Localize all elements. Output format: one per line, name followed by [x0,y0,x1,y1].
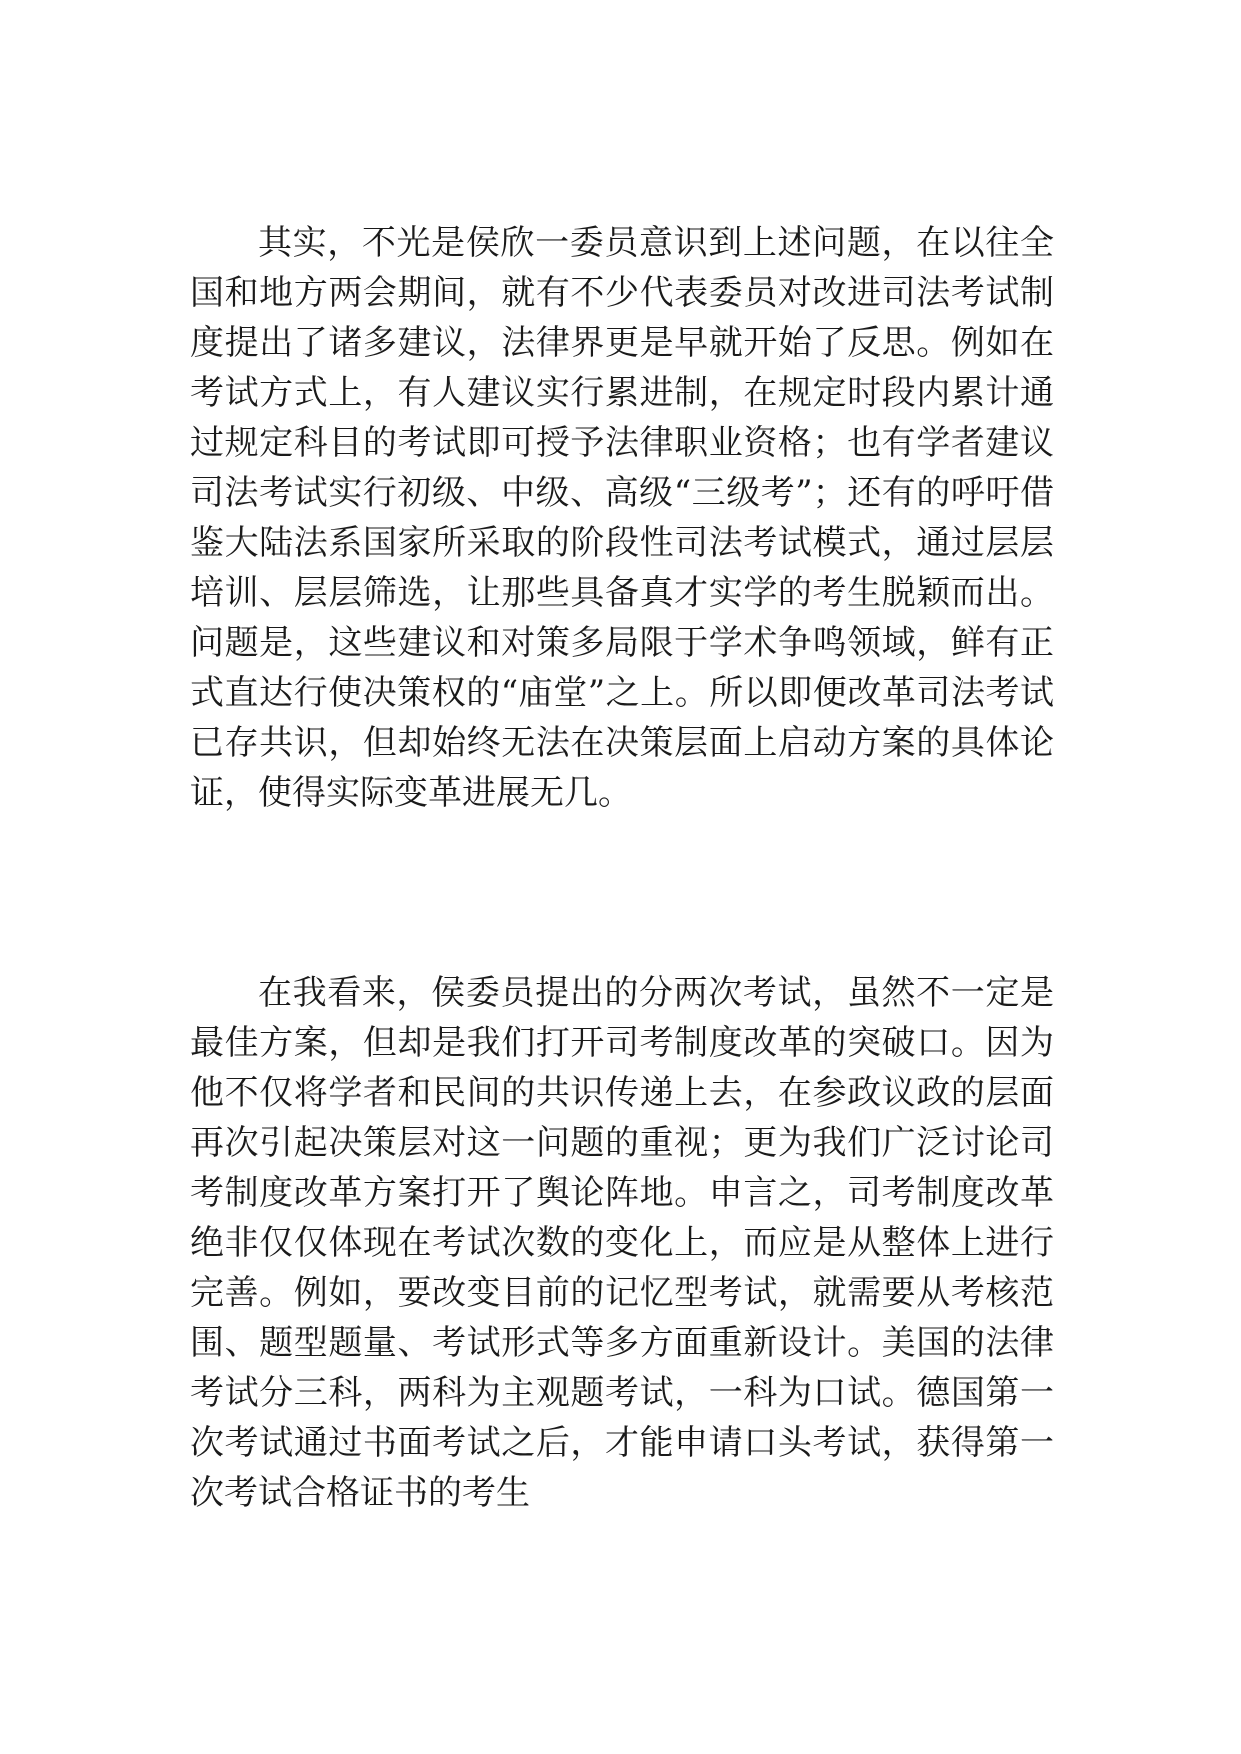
paragraph-2: 在我看来，侯委员提出的分两次考试，虽然不一定是最佳方案，但却是我们打开司考制度改革的突破口。因为他不仅将学者和民间的共识传递上去，在参政议政的层面再次引起决策层对这一问题的重视；更为我们广泛讨论司考制度改革方案打开了舆论阵地。申言之，司考制度改革绝非仅仅体现在考试次数的变化上，而应是从整体上进行完善。例如，要改变目前的记忆型考试，就需要从考核范围、题型题量、考试形式等多方面重新设计。美国的法律考试分三科，两科为主观题考试，一科为口试。德国第一次考试通过书面考试之后，才能申请口头考试，获得第一次考试合格证书的考生 [190,973,1054,1513]
paragraph-1: 其实，不光是侯欣一委员意识到上述问题，在以往全国和地方两会期间，就有不少代表委员对改进司法考试制度提出了诸多建议，法律界更是早就开始了反思。例如在考试方式上，有人建议实行累进制，在规定时段内累计通过规定科目的考试即可授予法律职业资格；也有学者建议司法考试实行初级、中级、高级“三级考”；还有的呼吁借鉴大陆法系国家所采取的阶段性司法考试模式，通过层层培训、层层筛选，让那些具备真才实学的考生脱颖而出。问题是，这些建议和对策多局限于学术争鸣领域，鲜有正式直达行使决策权的“庙堂”之上。所以即便改革司法考试已存共识，但却始终无法在决策层面上启动方案的具体论证，使得实际变革进展无几。 [190,223,1054,813]
